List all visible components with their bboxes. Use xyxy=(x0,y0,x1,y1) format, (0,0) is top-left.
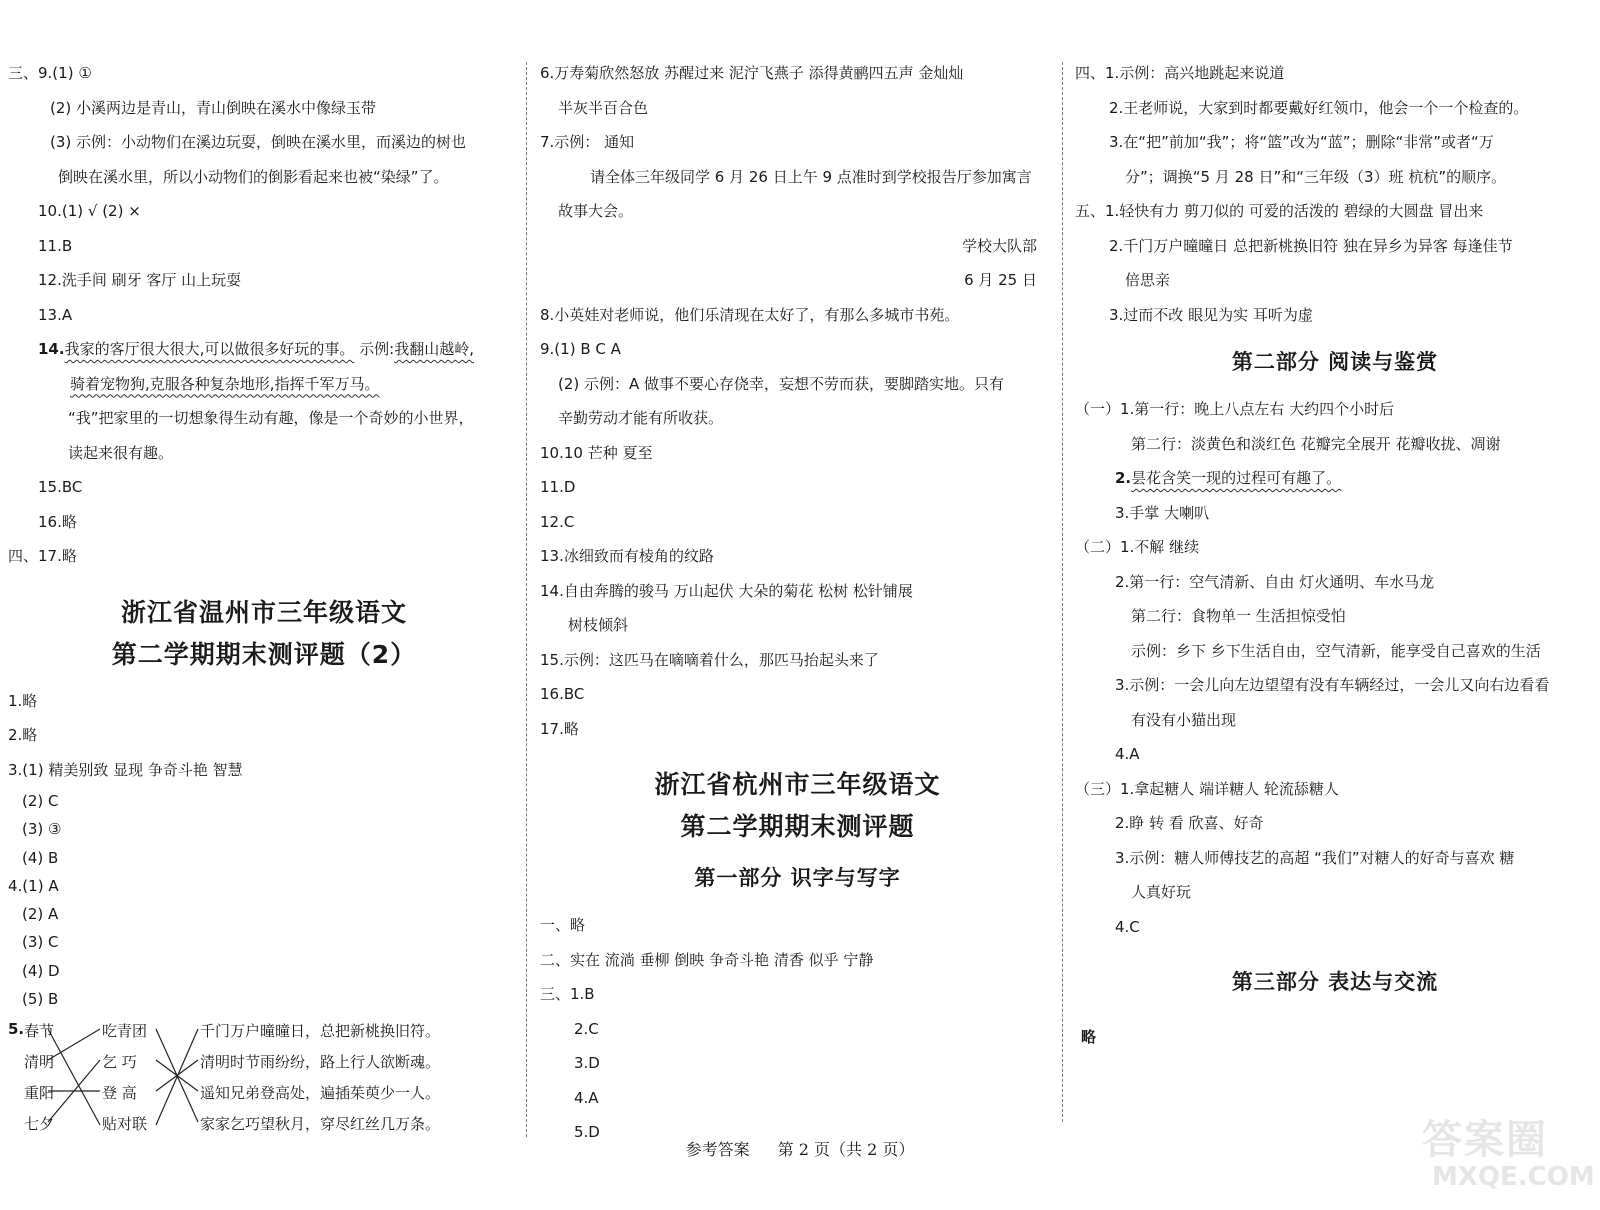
matching-exercise xyxy=(8,1017,520,1137)
exam-subtitle: 第二学期期末测评题 xyxy=(680,812,915,841)
answer-line: (3) 示例：小动物们在溪边玩耍，倒映在溪水里，而溪边的树也 xyxy=(50,133,467,151)
answer-line: (2) A xyxy=(22,905,59,924)
answer-line: 11.D xyxy=(540,478,576,496)
answer-line: 分”；调换“5 月 28 日”和“三年级（3）班 杭杭”的顺序。 xyxy=(1125,167,1507,186)
answer-line: 1.略 xyxy=(8,691,38,710)
answer-line: 3.D xyxy=(574,1054,600,1072)
answer-line: (2) C xyxy=(22,792,59,810)
custom: 乞 巧 xyxy=(102,1053,137,1072)
answer-line: 15.示例：这匹马在嘀嘀着什么，那匹马抬起头来了 xyxy=(540,650,879,669)
answer-line: 倍思亲 xyxy=(1125,271,1171,289)
answer-line: 3.(1) 精美别致 显现 争奇斗艳 智慧 xyxy=(8,760,243,779)
answer-line: 16.BC xyxy=(540,685,585,703)
answer-line: (5) B xyxy=(22,990,59,1009)
answer-line: 3.示例：糖人师傅技艺的高超 “我们”对糖人的好奇与喜欢 糖 xyxy=(1115,848,1515,867)
answer-line: 辛勤劳动才能有所收获。 xyxy=(558,409,724,427)
poem-line: 遥知兄弟登高处，遍插茱萸少一人。 xyxy=(200,1084,441,1103)
answer-line: 3.在“把”前加“我”；将“篮”改为“蓝”；删除“非常”或者“万 xyxy=(1109,133,1494,151)
answer-line: 4.A xyxy=(1115,745,1140,763)
answer-line: (3) ③ xyxy=(22,820,62,839)
answer-line: （一）1.第一行：晚上八点左右 大约四个小时后 xyxy=(1075,400,1395,418)
poem-line: 千门万户曈曈日，总把新桃换旧符。 xyxy=(200,1022,441,1041)
question-number: 5. xyxy=(8,1020,25,1039)
answer-line: 骑着宠物狗,克服各种复杂地形,指挥千军万马。 xyxy=(70,374,380,393)
answer-line: 二、实在 流淌 垂柳 倒映 争奇斗艳 清香 似乎 宁静 xyxy=(540,950,874,969)
exam-title: 浙江省杭州市三年级语文 xyxy=(654,770,941,799)
answer-line: 五、1.轻快有力 剪刀似的 可爱的活泼的 碧绿的大圆盘 冒出来 xyxy=(1075,202,1484,220)
notice-date: 6 月 25 日 xyxy=(964,271,1037,289)
answer-line: 2.C xyxy=(574,1019,599,1038)
answer-line: 13.A xyxy=(38,305,73,324)
festival: 重阳 xyxy=(24,1084,55,1103)
answer-line: 11.B xyxy=(38,236,73,255)
answer-line: 14.自由奔腾的骏马 万山起伏 大朵的菊花 松树 松针铺展 xyxy=(540,581,913,600)
answer-line: 9.(1) B C A xyxy=(540,340,621,358)
poem-line: 家家乞巧望秋月，穿尽红丝几万条。 xyxy=(200,1115,441,1134)
column-divider xyxy=(1062,62,1063,1122)
exam-subtitle: 第二学期期末测评题（2） xyxy=(111,639,417,669)
answer-line: 12.C xyxy=(540,512,575,531)
answer-line: 12.洗手间 刷牙 客厅 山上玩耍 xyxy=(38,271,242,289)
custom: 吃青团 xyxy=(102,1022,148,1041)
answer-line: “我”把家里的一切想象得生动有趣，像是一个奇妙的小世界， xyxy=(68,409,474,427)
festival: 七夕 xyxy=(24,1115,55,1134)
answer-line: 3.示例：一会儿向左边望望有没有车辆经过，一会儿又向右边看看 xyxy=(1115,676,1550,694)
answer-line: 一、略 xyxy=(540,916,586,934)
answer-line: 略 xyxy=(1081,1028,1097,1046)
answer-line: 读起来很有趣。 xyxy=(68,443,174,462)
answer-line: （三）1.拿起糖人 端详糖人 轮流舔糖人 xyxy=(1075,779,1339,798)
page-number: 第 2 页（共 2 页） xyxy=(777,1140,915,1159)
exam-title: 浙江省温州市三年级语文 xyxy=(120,597,407,627)
answer-line: 2.王老师说，大家到时都要戴好红领巾，他会一个一个检查的。 xyxy=(1109,98,1529,117)
answer-line: 13.冰细致而有棱角的纹路 xyxy=(540,547,714,565)
answer-line: 2.第一行：空气清新、自由 灯火通明、车水马龙 xyxy=(1115,572,1435,591)
answer-line: 四、17.略 xyxy=(8,547,77,565)
answer-line: 15.BC xyxy=(38,478,83,496)
answer-line: 人真好玩 xyxy=(1131,883,1192,901)
column-divider xyxy=(526,62,527,1137)
answer-line: 3.手掌 大喇叭 xyxy=(1115,503,1210,522)
answer-line: 10.(1) √ (2) × xyxy=(38,202,141,220)
answer-line: 请全体三年级同学 6 月 26 日上午 9 点准时到学校报告厅参加寓言 xyxy=(590,167,1032,186)
answer-line: （二）1.不解 继续 xyxy=(1075,538,1200,556)
answer-line: 三、1.B xyxy=(540,985,595,1003)
answer-line: 故事大会。 xyxy=(558,202,634,220)
answer-line: 3.过而不改 眼见为实 耳听为虚 xyxy=(1109,305,1313,324)
answer-line: 6.万寿菊欣然怒放 苏醒过来 泥泞飞燕子 添得黄鹂四五声 金灿灿 xyxy=(540,64,964,82)
answer-line: 半灰半百合色 xyxy=(558,98,649,117)
section-heading: 第二部分 阅读与鉴赏 xyxy=(1231,349,1439,374)
answer-line: 2.千门万户曈曈日 总把新桃换旧符 独在异乡为异客 每逢佳节 xyxy=(1109,236,1513,255)
answer-line: 5.D xyxy=(574,1123,600,1141)
watermark-url: MXQE.COM xyxy=(1432,1162,1595,1192)
footer-label: 参考答案 xyxy=(685,1140,750,1159)
answer-line: 4.(1) A xyxy=(8,876,59,895)
answer-line: 2.略 xyxy=(8,726,38,744)
answer-line: 8.小英娃对老师说，他们乐清现在太好了，有那么多城市书苑。 xyxy=(540,305,960,324)
answer-line: 第二行：食物单一 生活担惊受怕 xyxy=(1131,607,1346,625)
answer-line: 倒映在溪水里，所以小动物们的倒影看起来也被“染绿”了。 xyxy=(58,167,449,186)
answer-line: 四、1.示例：高兴地跳起来说道 xyxy=(1075,64,1285,82)
answer-line: 2.睁 转 看 欣喜、好奇 xyxy=(1115,814,1264,832)
custom: 登 高 xyxy=(102,1084,137,1103)
answer-line: 树枝倾斜 xyxy=(568,616,629,634)
answer-line: (4) D xyxy=(22,961,60,980)
section-heading: 第一部分 识字与写字 xyxy=(694,865,901,890)
answer-line: 10.10 芒种 夏至 xyxy=(540,443,653,462)
answer-line: 示例：乡下 乡下生活自由，空气清新，能享受自己喜欢的生活 xyxy=(1131,641,1541,660)
column-3 xyxy=(1075,56,1595,1055)
column-1 xyxy=(8,56,520,1137)
poem-line: 清明时节雨纷纷，路上行人欲断魂。 xyxy=(200,1053,441,1072)
watermark-logo xyxy=(1422,1117,1595,1198)
answer-line: (3) C xyxy=(22,933,59,952)
answer-line: 7.示例： 通知 xyxy=(540,133,635,151)
answer-line: 2.昙花含笑一现的过程可有趣了。 xyxy=(1115,469,1342,487)
answer-line: 4.C xyxy=(1115,917,1140,936)
custom: 贴对联 xyxy=(102,1115,148,1134)
answer-line: (2) 示例：A 做事不要心存侥幸，妄想不劳而获，要脚踏实地。只有 xyxy=(558,374,1005,393)
answer-line: 16.略 xyxy=(38,512,77,531)
answer-line: 14.我家的客厅很大很大,可以做很多好玩的事。 示例:我翻山越岭, xyxy=(38,340,474,358)
answer-line: 三、9.(1) ① xyxy=(8,64,92,82)
festival: 清明 xyxy=(24,1053,55,1072)
answer-line: 4.A xyxy=(574,1088,599,1107)
column-2 xyxy=(540,56,1055,1150)
watermark-text: 答案圈 xyxy=(1422,1117,1548,1163)
answer-line: 有没有小猫出现 xyxy=(1131,710,1237,729)
answer-line: (4) B xyxy=(22,848,59,867)
section-heading: 第三部分 表达与交流 xyxy=(1231,969,1439,994)
festival: 春节 xyxy=(24,1022,55,1041)
notice-signature: 学校大队部 xyxy=(961,236,1037,255)
answer-line: (2) 小溪两边是青山，青山倒映在溪水中像绿玉带 xyxy=(50,98,377,117)
answer-line: 第二行：淡黄色和淡红色 花瓣完全展开 花瓣收拢、凋谢 xyxy=(1131,434,1501,453)
answer-line: 17.略 xyxy=(540,719,579,738)
page-footer xyxy=(0,1137,1600,1160)
